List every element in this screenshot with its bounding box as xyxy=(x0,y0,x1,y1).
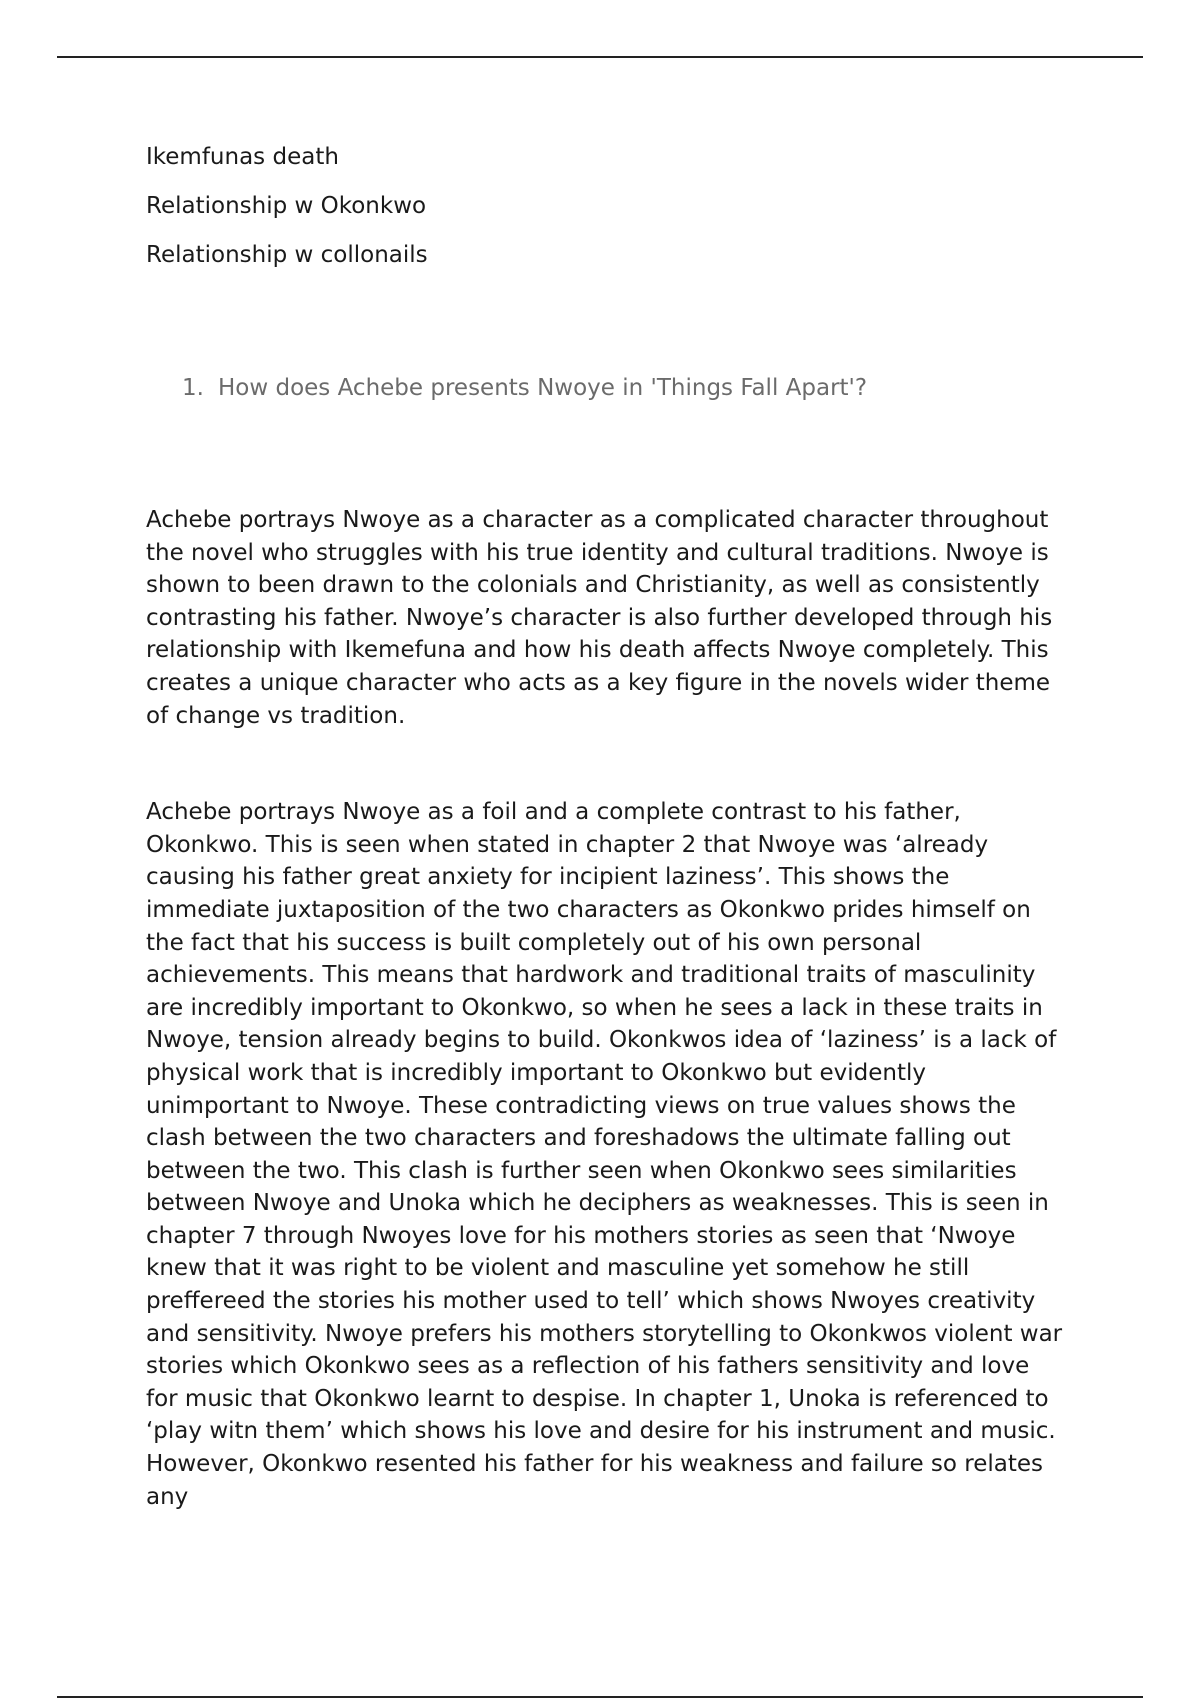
question-text: How does Achebe presents Nwoye in 'Things Fall Apart'? xyxy=(218,375,868,401)
document-body xyxy=(146,140,1066,1513)
note-line-relationship-colonials: Relationship w collonails xyxy=(146,242,428,268)
question-item xyxy=(146,371,1066,405)
question-list xyxy=(146,371,1066,405)
essay-paragraph-intro: Achebe portrays Nwoye as a character as a complicated character throughout the novel who struggles with his true identity and cultural traditions. Nwoye is shown to been drawn to the colonials and Christianity, as well as consistently contrasting his father. Nwoye’s character is also further developed through his relationship with Ikemefuna and how his death affects Nwoye completely. This creates a unique character who acts as a key figure in the novels wider theme of change vs tradition. xyxy=(146,507,1053,729)
note-line-ikemfunas-death: Ikemfunas death xyxy=(146,144,339,170)
page-top-rule xyxy=(57,56,1143,58)
question-number: 1. xyxy=(182,375,204,401)
note-line-relationship-okonkwo: Relationship w Okonkwo xyxy=(146,193,427,219)
essay-paragraph-body: Achebe portrays Nwoye as a foil and a complete contrast to his father, Okonkwo. This is seen when stated in chapter 2 that Nwoye was ‘already causing his father great anxiety for incipient laziness’. This shows the immediate juxtaposition of the two characters as Okonkwo prides himself on the fact that his success is built completely out of his own personal achievements. This means that hardwork and traditional traits of masculinity are incredibly important to Okonkwo, so when he sees a lack in these traits in Nwoye, tension already begins to build. Okonkwos idea of ‘laziness’ is a lack of physical work that is incredibly important to Okonkwo but evidently unimportant to Nwoye. These contradicting views on true values shows the clash between the two characters and foreshadows the ultimate falling out between the two. This clash is further seen when Okonkwo sees similarities between Nwoye and Unoka which he deciphers as weaknesses. This is seen in chapter 7 through Nwoyes love for his mothers stories as seen that ‘Nwoye knew that it was right to be violent and masculine yet somehow he still preffereed the stories his mother used to tell’ which shows Nwoyes creativity and sensitivity. Nwoye prefers his mothers storytelling to Okonkwos violent war stories which Okonkwo sees as a reflection of his fathers sensitivity and love for music that Okonkwo learnt to despise. In chapter 1, Unoka is referenced to ‘play witn them’ which shows his love and desire for his instrument and music. However, Okonkwo resented his father for his weakness and failure so relates any xyxy=(146,799,1063,1510)
page-bottom-rule xyxy=(57,1696,1143,1698)
